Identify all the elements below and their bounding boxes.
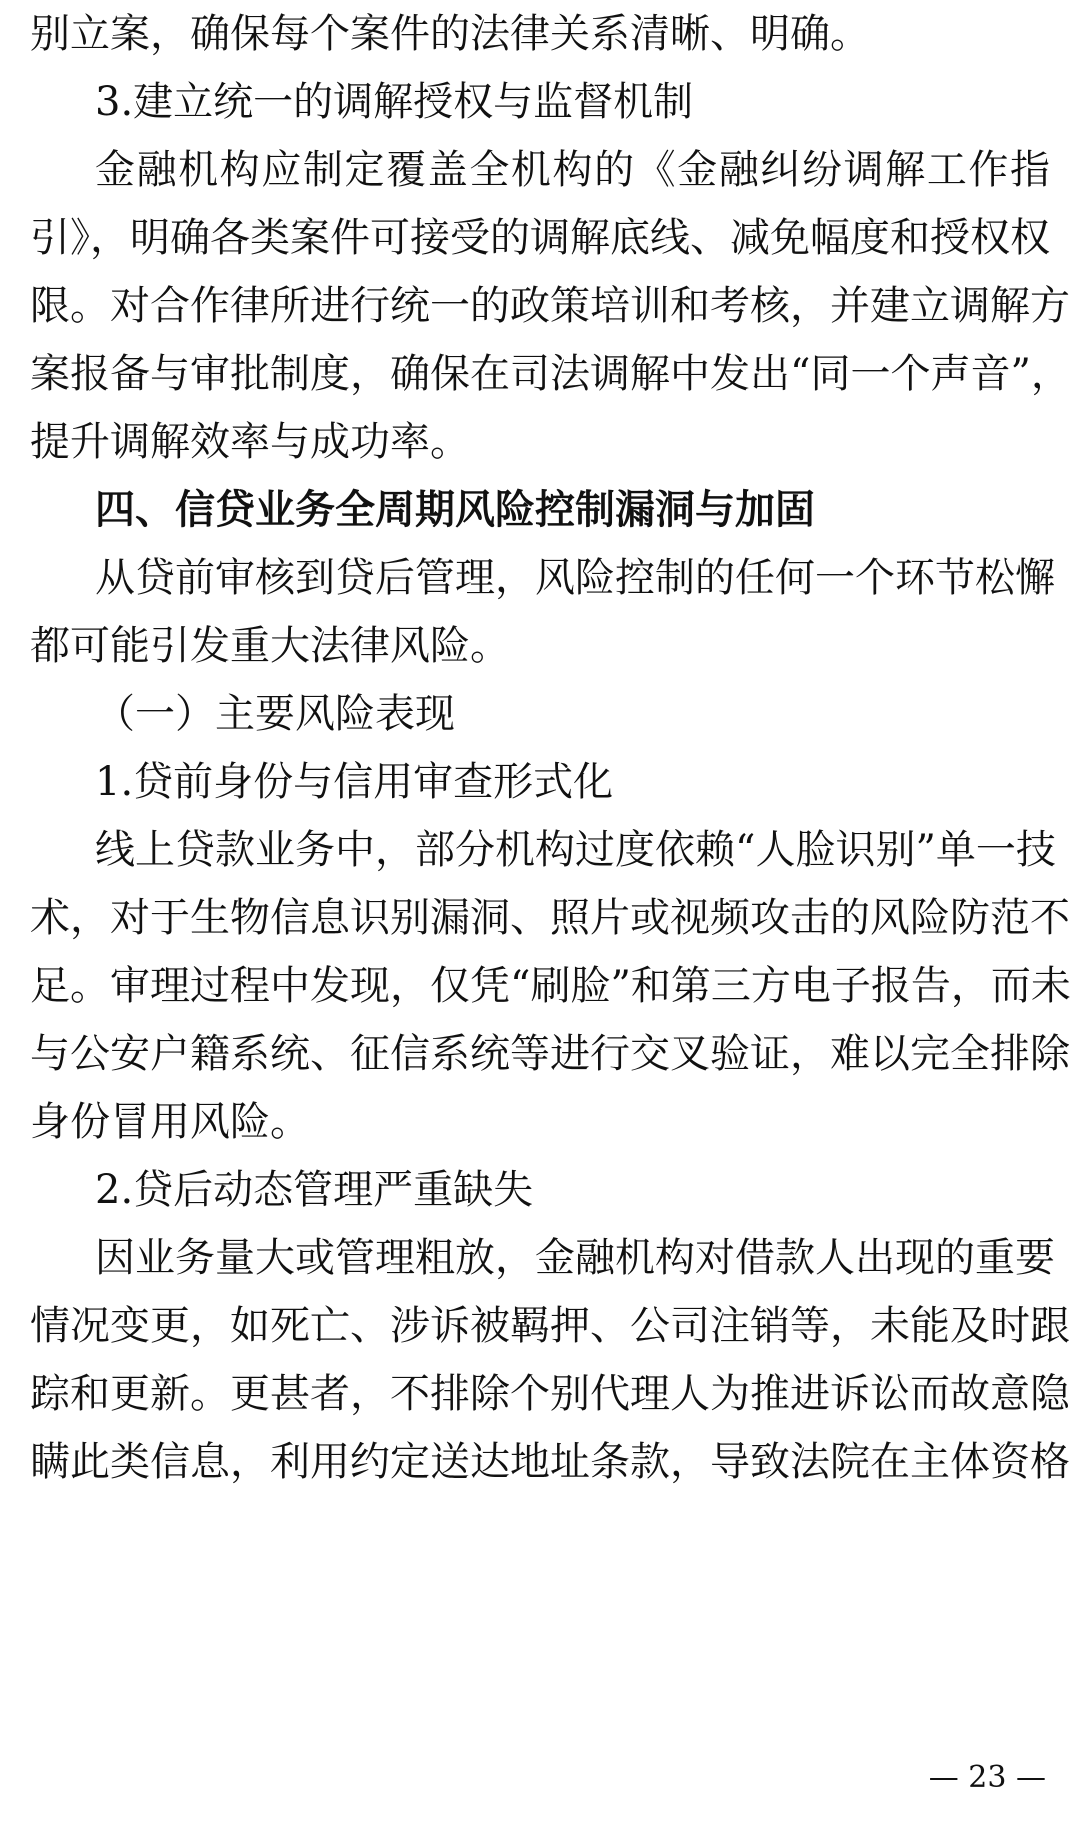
body-text-line: 案报备与审批制度，确保在司法调解中发出“同一个声音”， xyxy=(30,351,1071,397)
page-number: — 23 — xyxy=(928,1760,1046,1795)
body-text-line: 都可能引发重大法律风险。 xyxy=(30,623,510,669)
subsection-heading: 2.贷后动态管理严重缺失 xyxy=(95,1167,534,1213)
body-text-line: 足。审理过程中发现，仅凭“刷脸”和第三方电子报告，而未 xyxy=(30,963,1071,1009)
subsection-heading: （一）主要风险表现 xyxy=(95,691,455,737)
body-text-line: 金融机构应制定覆盖全机构的《金融纠纷调解工作指 xyxy=(95,147,1050,193)
body-text-line: 身份冒用风险。 xyxy=(30,1099,310,1145)
body-text-line: 踪和更新。更甚者，不排除个别代理人为推进诉讼而故意隐 xyxy=(30,1371,1070,1417)
section-heading: 四、信贷业务全周期风险控制漏洞与加固 xyxy=(95,487,815,533)
subsection-heading: 3.建立统一的调解授权与监督机制 xyxy=(95,79,694,125)
body-text-line: 引》，明确各类案件可接受的调解底线、减免幅度和授权权 xyxy=(30,215,1050,261)
body-text-line: 情况变更，如死亡、涉诉被羁押、公司注销等，未能及时跟 xyxy=(30,1303,1070,1349)
body-text-line: 与公安户籍系统、征信系统等进行交叉验证，难以完全排除 xyxy=(30,1031,1070,1077)
body-text-line: 术，对于生物信息识别漏洞、照片或视频攻击的风险防范不 xyxy=(30,895,1070,941)
body-text-line: 因业务量大或管理粗放，金融机构对借款人出现的重要 xyxy=(95,1235,1055,1281)
body-text-line: 限。对合作律所进行统一的政策培训和考核，并建立调解方 xyxy=(30,283,1070,329)
body-text-line: 提升调解效率与成功率。 xyxy=(30,419,470,465)
subsection-heading: 1.贷前身份与信用审查形式化 xyxy=(95,759,614,805)
body-text-line: 线上贷款业务中，部分机构过度依赖“人脸识别”单一技 xyxy=(95,827,1056,873)
body-text-line: 瞒此类信息，利用约定送达地址条款，导致法院在主体资格 xyxy=(30,1439,1070,1485)
body-text-line: 别立案，确保每个案件的法律关系清晰、明确。 xyxy=(30,11,870,57)
body-text-line: 从贷前审核到贷后管理，风险控制的任何一个环节松懈 xyxy=(95,555,1055,601)
